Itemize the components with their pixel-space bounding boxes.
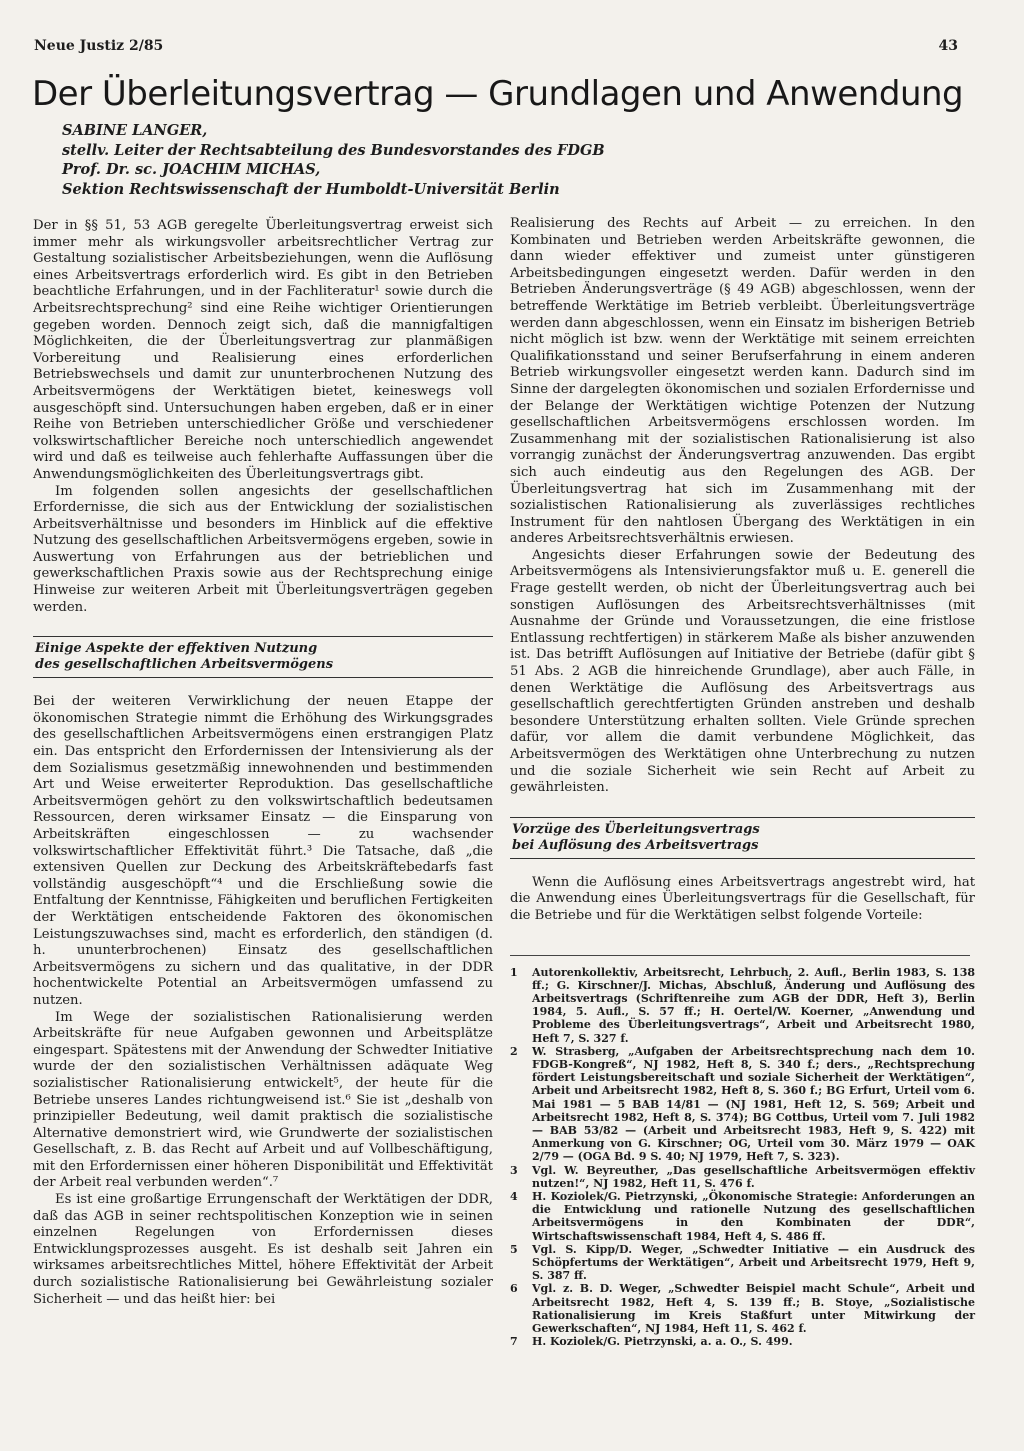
paragraph: Es ist eine großartige Errungenschaft der Werktätigen der DDR, daß das AGB in seiner rechtspolitischen Konzeption wie in seinen einzelnen Regelungen von Erfordernissen dieses Entwicklungsprozesses ausgeht. Es ist deshalb seit Jahren ein wirksames arbeitsrechtliches Mittel, höhere Effektivität der Arbeit durch sozialistische Rationalisierung bei Gewährleistung sozialer Sicherheit — und das heißt hier: bei bbox=[33, 1192, 493, 1307]
footnote-number: 5 bbox=[510, 1242, 518, 1256]
right-column bbox=[510, 216, 975, 1348]
left-column bbox=[33, 218, 493, 1308]
footnote-text: W. Strasberg, „Aufgaben der Arbeitsrechtsprechung nach dem 10. FDGB-Kongreß“, NJ 1982, Heft 8, S. 340 f.; ders., „Rechtsprechung fördert Leistungsbereitschaft und soziale Sicherheit der Werktätigen“, Arbeit und Arbeitsrecht 1982, Heft 8, S. 360 f.; BG Erfurt, Urteil vom 6. Mai 1981 — 5 BAB 14/81 — (NJ 1981, Heft 12, S. 569; Arbeit und Arbeitsrecht 1982, Heft 8, S. 374); BG Cottbus, Urteil vom 7. Juli 1982 — BAB 53/82 — (Arbeit und Arbeitsrecht 1983, Heft 9, S. 422) mit Anmerkung von G. Kirschner; OG, Urteil vom 30. März 1979 — OAK 2/79 — (OGA Bd. 9 S. 40; NJ 1979, Heft 7, S. 323). bbox=[532, 1044, 975, 1164]
page-number: 43 bbox=[938, 38, 958, 54]
article-title: Der Überleitungsvertrag — Grundlagen und Anwendung bbox=[32, 74, 964, 114]
footnote-number: 1 bbox=[510, 965, 518, 979]
section-heading-line: des gesellschaftlichen Arbeitsvermögens bbox=[35, 657, 334, 673]
footnote-4 bbox=[510, 1190, 975, 1243]
section-heading bbox=[33, 636, 493, 678]
footnote-number: 3 bbox=[510, 1163, 518, 1177]
paragraph: Angesichts dieser Erfahrungen sowie der Bedeutung des Arbeitsvermögens als Intensivierungsfaktor muß u. E. generell die Frage gestellt werden, ob nicht der Überleitungsvertrag auch bei sonstigen Auflösungen des Arbeitsrechtsverhältnisses (mit Ausnahme der Gründe und Voraussetzungen, die eine fristlose Entlassung rechtfertigen) in stärkerem Maße als bisher anzuwenden ist. Das betrifft Auflösungen auf Initiative der Betriebe (dafür gibt § 51 Abs. 2 AGB die hinreichende Grundlage), aber auch Fälle, in denen Werktätige die Auflösung des Arbeitsvertrags aus gesellschaftlich gerechtfertigten Gründen anstreben und deshalb besondere Unterstützung erhalten sollten. Viele Gründe sprechen dafür, vor allem die damit verbundene Möglichkeit, das Arbeitsvermögen des Werktätigen ohne Unterbrechung zu nutzen und die soziale Sicherheit wie sein Recht auf Arbeit zu gewährleisten. bbox=[510, 547, 975, 796]
author-1-name: SABINE LANGER, bbox=[62, 122, 208, 139]
section-heading-line: Vorzüge des Überleitungsvertrags bbox=[512, 821, 760, 837]
footnote-6 bbox=[510, 1282, 975, 1335]
journal-issue: Neue Justiz 2/85 bbox=[34, 38, 164, 54]
footnote-number: 2 bbox=[510, 1044, 518, 1058]
footnote-text: Autorenkollektiv, Arbeitsrecht, Lehrbuch, 2. Aufl., Berlin 1983, S. 138 ff.; G. Kirschner/J. Michas, Abschluß, Änderung und Auflösung des Arbeitsvertrags (Schriftenreihe zum AGB der DDR, Heft 3), Berlin 1984, 5. Aufl., S. 57 ff.; H. Oertel/W. Koerner, „Anwendung und Probleme des Überleitungsvertrags“, Arbeit und Arbeitsrecht 1980, Heft 7, S. 327 f. bbox=[532, 965, 975, 1045]
footnote-3 bbox=[510, 1164, 975, 1190]
author-2-affiliation: Sektion Rechtswissenschaft der Humboldt-Universität Berlin bbox=[62, 180, 560, 198]
footnote-2 bbox=[510, 1045, 975, 1164]
footnote-divider bbox=[510, 955, 970, 956]
footnote-number: 4 bbox=[510, 1190, 518, 1204]
author-2-name: Prof. Dr. sc. JOACHIM MICHAS, bbox=[62, 161, 321, 178]
footnote-1 bbox=[510, 966, 975, 1045]
footnote-text: Vgl. W. Beyreuther, „Das gesellschaftliche Arbeitsvermögen effektiv nutzen!“, NJ 1982, Heft 11, S. 476 f. bbox=[532, 1163, 975, 1190]
paragraph: Bei der weiteren Verwirklichung der neuen Etappe der ökonomischen Strategie nimmt die Erhöhung des Wirkungsgrades des gesellschaftlichen Arbeitsvermögens einen erstrangigen Platz ein. Das entspricht den Erfordernissen der Intensivierung als der dem Sozialismus gesetzmäßig innewohnenden und bestimmenden Art und Weise erweiterter Reproduktion. Das gesellschaftliche Arbeitsvermögen gehört zu den volkswirtschaftlich bedeutsamen Ressourcen, deren wirksamer Einsatz — die Einsparung von Arbeitskräften eingeschlossen — zu wachsender volkswirtschaftlicher Effektivität führt.³ Die Tatsache, daß „die extensiven Quellen zur Deckung des Arbeitskräftebedarfs fast vollständig ausgeschöpft“⁴ und die Erschließung sowie die Entfaltung der Kenntnisse, Fähigkeiten und beruflichen Fertigkeiten der Werktätigen entscheidende Faktoren des ökonomischen Leistungszuwachses sind, macht es erforderlich, den ständigen (d. h. ununterbrochenen) Einsatz des gesellschaftlichen Arbeitsvermögens zu sichern und das qualitative, in der DDR hochentwickelte Potential an Arbeitsvermögen umfassend zu nutzen. bbox=[33, 694, 493, 1008]
footnote-text: Vgl. S. Kipp/D. Weger, „Schwedter Initiative — ein Ausdruck des Schöpfertums der Werktätigen“, Arbeit und Arbeitsrecht 1979, Heft 9, S. 387 ff. bbox=[532, 1242, 975, 1283]
footnote-text: Vgl. z. B. D. Weger, „Schwedter Beispiel macht Schule“, Arbeit und Arbeitsrecht 1982, Heft 4, S. 139 ff.; B. Stoye, „Sozialistische Rationalisierung im Kreis Staßfurt unter Mitwirkung der Gewerkschaften“, NJ 1984, Heft 11, S. 462 f. bbox=[532, 1282, 975, 1336]
footnotes bbox=[510, 966, 975, 1349]
paragraph: Der in §§ 51, 53 AGB geregelte Überleitungsvertrag erweist sich immer mehr als wirkungsvoller arbeitsrechtlicher Vertrag zur Gestaltung sozialistischer Arbeitsbeziehungen, wenn die Auflösung eines Arbeitsvertrags erforderlich wird. Es gibt in den Betrieben beachtliche Erfahrungen, und in der Fachliteratur¹ sowie durch die Arbeitsrechtsprechung² sind eine Reihe wichtiger Orientierungen gegeben worden. Dennoch zeigt sich, daß die mannigfaltigen Möglichkeiten, die der Überleitungsvertrag zur planmäßigen Vorbereitung und Realisierung eines erforderlichen Betriebswechsels und damit zur ununterbrochenen Nutzung des Arbeitsvermögens der Werktätigen bietet, keineswegs voll ausgeschöpft sind. Untersuchungen haben ergeben, daß er in einer Reihe von Betrieben unterschiedlicher Größe und verschiedener volkswirtschaftlicher Bereiche noch unterschiedlich angewendet wird und daß es teilweise auch fehlerhafte Auffassungen über die Anwendungsmöglichkeiten des Überleitungsvertrags gibt. bbox=[33, 218, 493, 482]
section-heading bbox=[510, 817, 975, 859]
author-1-affiliation: stellv. Leiter der Rechtsabteilung des Bundesvorstandes des FDGB bbox=[62, 141, 605, 159]
footnote-number: 6 bbox=[510, 1282, 518, 1296]
author-block bbox=[62, 121, 762, 199]
footnote-5 bbox=[510, 1243, 975, 1283]
paragraph: Wenn die Auflösung eines Arbeitsvertrags angestrebt wird, hat die Anwendung eines Überleitungsvertrags für die Gesellschaft, für die Betriebe und für die Werktätigen selbst folgende Vorteile: bbox=[510, 874, 975, 923]
paragraph: Realisierung des Rechts auf Arbeit — zu erreichen. In den Kombinaten und Betrieben werden Arbeitskräfte gewonnen, die dann wieder effektiver und zumeist unter günstigeren Arbeitsbedingungen eingesetzt werden. Dafür werden in den Betrieben Änderungsverträge (§ 49 AGB) abgeschlossen, wenn der betreffende Werktätige im Betrieb verbleibt. Überleitungsverträge werden dann abgeschlossen, wenn ein Einsatz im bisherigen Betrieb nicht möglich ist bzw. wenn der Werktätige mit seinem erreichten Qualifikationsstand und seiner Berufserfahrung in einem anderen Betrieb wirkungsvoller eingesetzt werden kann. Dadurch sind im Sinne der dargelegten ökonomischen und sozialen Erfordernisse und der Belange der Werktätigen wichtige Potenzen der Nutzung gesellschaftlichen Arbeitsvermögens erschlossen worden. Im Zusammenhang mit der sozialistischen Rationalisierung ist also vorrangig zunächst der Änderungsvertrag anzuwenden. Das ergibt sich auch eindeutig aus den Regelungen des AGB. Der Überleitungsvertrag hat sich im Zusammenhang mit der sozialistischen Rationalisierung als zuverlässiges rechtliches Instrument für den nahtlosen Übergang des Werktätigen in ein anderes Arbeitsrechtsverhältnis erwiesen. bbox=[510, 216, 975, 547]
paragraph: Im folgenden sollen angesichts der gesellschaftlichen Erfordernisse, die sich aus der Entwicklung der sozialistischen Arbeitsverhältnisse und besonders im Hinblick auf die effektive Nutzung des gesellschaftlichen Arbeitsvermögens ergeben, sowie in Auswertung von Erfahrungen aus der betrieblichen und gewerkschaftlichen Praxis sowie aus der Rechtsprechung einige Hinweise zur weiteren Arbeit mit Überleitungsverträgen gegeben werden. bbox=[33, 483, 493, 615]
section-heading-line: bei Auflösung des Arbeitsvertrags bbox=[512, 837, 759, 853]
section-heading-line: Einige Aspekte der effektiven Nutzung bbox=[35, 641, 318, 657]
paragraph: Im Wege der sozialistischen Rationalisierung werden Arbeitskräfte für neue Aufgaben gewonnen und Arbeitsplätze eingespart. Spätestens mit der Anwendung der Schwedter Initiative wurde der den sozialistischen Verhältnissen adäquate Weg sozialistischer Rationalisierung entwickelt⁵, der heute für die Betriebe unseres Landes richtungweisend ist.⁶ Sie ist „deshalb von prinzipieller Bedeutung, weil damit praktisch die sozialistische Alternative demonstriert wird, wie Grundwerte der sozialistischen Gesellschaft, z. B. das Recht auf Arbeit und auf Vollbeschäftigung, mit den Erfordernissen einer höheren Disponibilität und Effektivität der Arbeit real verbunden werden“.⁷ bbox=[33, 1009, 493, 1191]
footnote-text: H. Koziolek/G. Pietrzynski, „Ökonomische Strategie: Anforderungen an die Entwicklung und rationelle Nutzung des gesellschaftlichen Arbeitsvermögens in den Kombinaten der DDR“, Wirtschaftswissenschaft 1984, Heft 4, S. 486 ff. bbox=[532, 1190, 975, 1243]
footnote-number: 7 bbox=[510, 1335, 518, 1349]
footnote-7 bbox=[510, 1335, 975, 1348]
footnote-text: H. Koziolek/G. Pietrzynski, a. a. O., S. 499. bbox=[532, 1335, 793, 1349]
